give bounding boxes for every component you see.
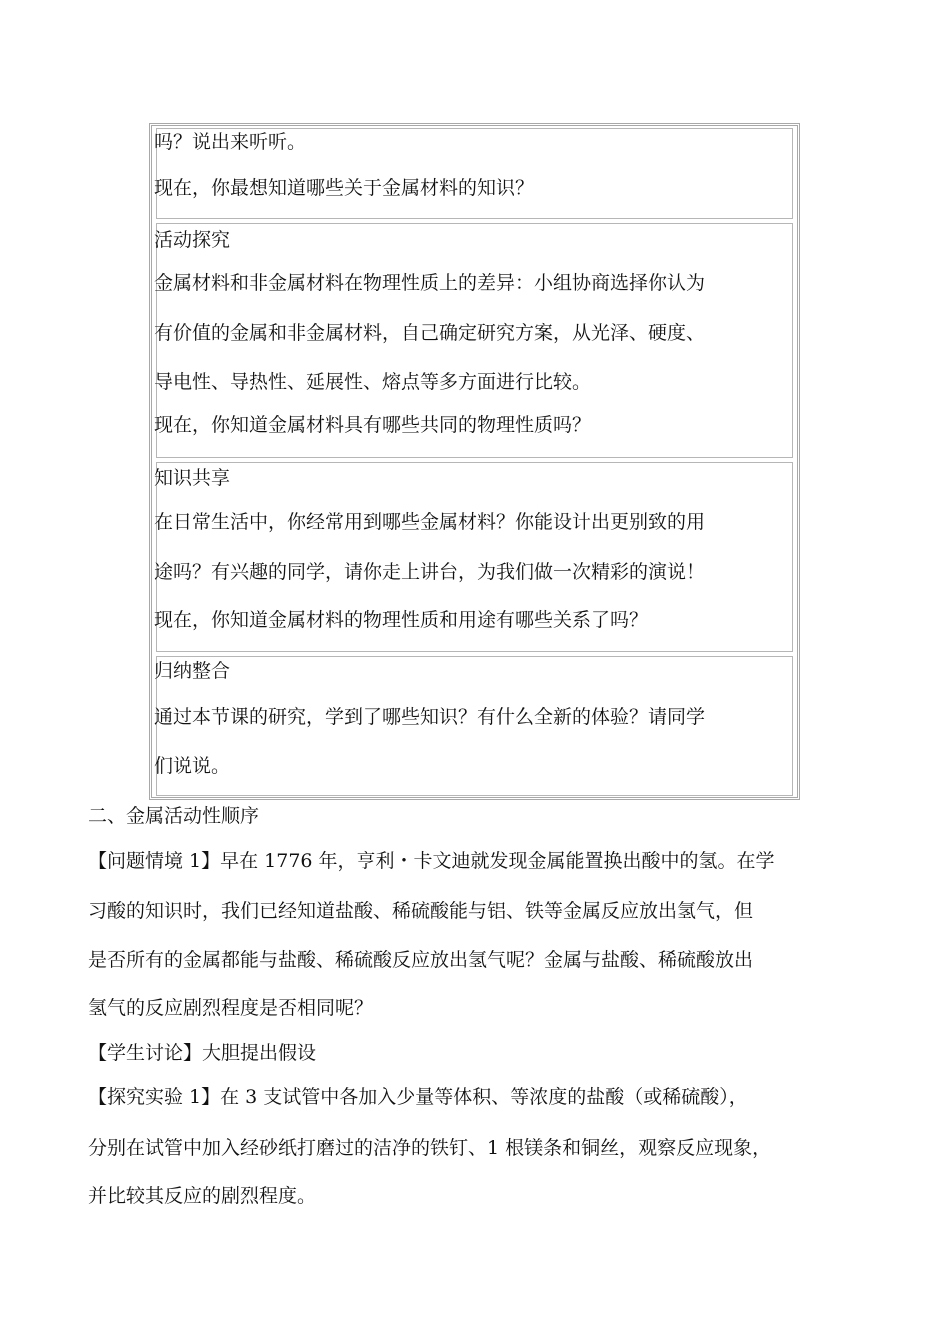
table-text-line: 途吗？有兴趣的同学，请你走上讲台，为我们做一次精彩的演说！: [154, 561, 706, 583]
paragraph-line: 【探究实验 1】在 3 支试管中各加入少量等体积、等浓度的盐酸（或稀硫酸），: [88, 1086, 748, 1108]
cell-heading-summary: 归纳整合: [154, 660, 231, 682]
table-text-line: 现在，你最想知道哪些关于金属材料的知识？: [154, 177, 535, 199]
paragraph-line: 分别在试管中加入经砂纸打磨过的洁净的铁钉、1 根镁条和铜丝，观察反应现象，: [88, 1137, 772, 1159]
table-text-line: 金属材料和非金属材料在物理性质上的差异：小组协商选择你认为: [154, 272, 706, 294]
cell-heading-activity: 活动探究: [154, 229, 231, 251]
table-text-line: 现在，你知道金属材料的物理性质和用途有哪些关系了吗？: [154, 609, 649, 631]
table-text-line: 吗？说出来听听。: [154, 131, 307, 153]
table-text-line: 有价值的金属和非金属材料，自己确定研究方案，从光泽、硬度、: [154, 322, 706, 344]
cell-heading-sharing: 知识共享: [154, 467, 231, 489]
table-text-line: 现在，你知道金属材料具有哪些共同的物理性质吗？: [154, 414, 592, 436]
table-text-line: 导电性、导热性、延展性、熔点等多方面进行比较。: [154, 371, 592, 393]
section-title: 二、金属活动性顺序: [88, 805, 260, 827]
paragraph-line: 【问题情境 1】早在 1776 年，亨利・卡文迪就发现金属能置换出酸中的氢。在学: [88, 850, 775, 872]
paragraph-line: 是否所有的金属都能与盐酸、稀硫酸反应放出氢气呢？金属与盐酸、稀硫酸放出: [88, 949, 754, 971]
paragraph-line: 习酸的知识时，我们已经知道盐酸、稀硫酸能与铝、铁等金属反应放出氢气，但: [88, 900, 754, 922]
lesson-table: [149, 123, 800, 800]
table-text-line: 在日常生活中，你经常用到哪些金属材料？你能设计出更别致的用: [154, 511, 706, 533]
paragraph-line: 氢气的反应剧烈程度是否相同呢？: [88, 997, 374, 1019]
paragraph-line: 并比较其反应的剧烈程度。: [88, 1185, 317, 1207]
table-text-line: 们说说。: [154, 755, 231, 777]
table-text-line: 通过本节课的研究，学到了哪些知识？有什么全新的体验？请同学: [154, 706, 706, 728]
paragraph-line: 【学生讨论】大胆提出假设: [88, 1042, 317, 1064]
